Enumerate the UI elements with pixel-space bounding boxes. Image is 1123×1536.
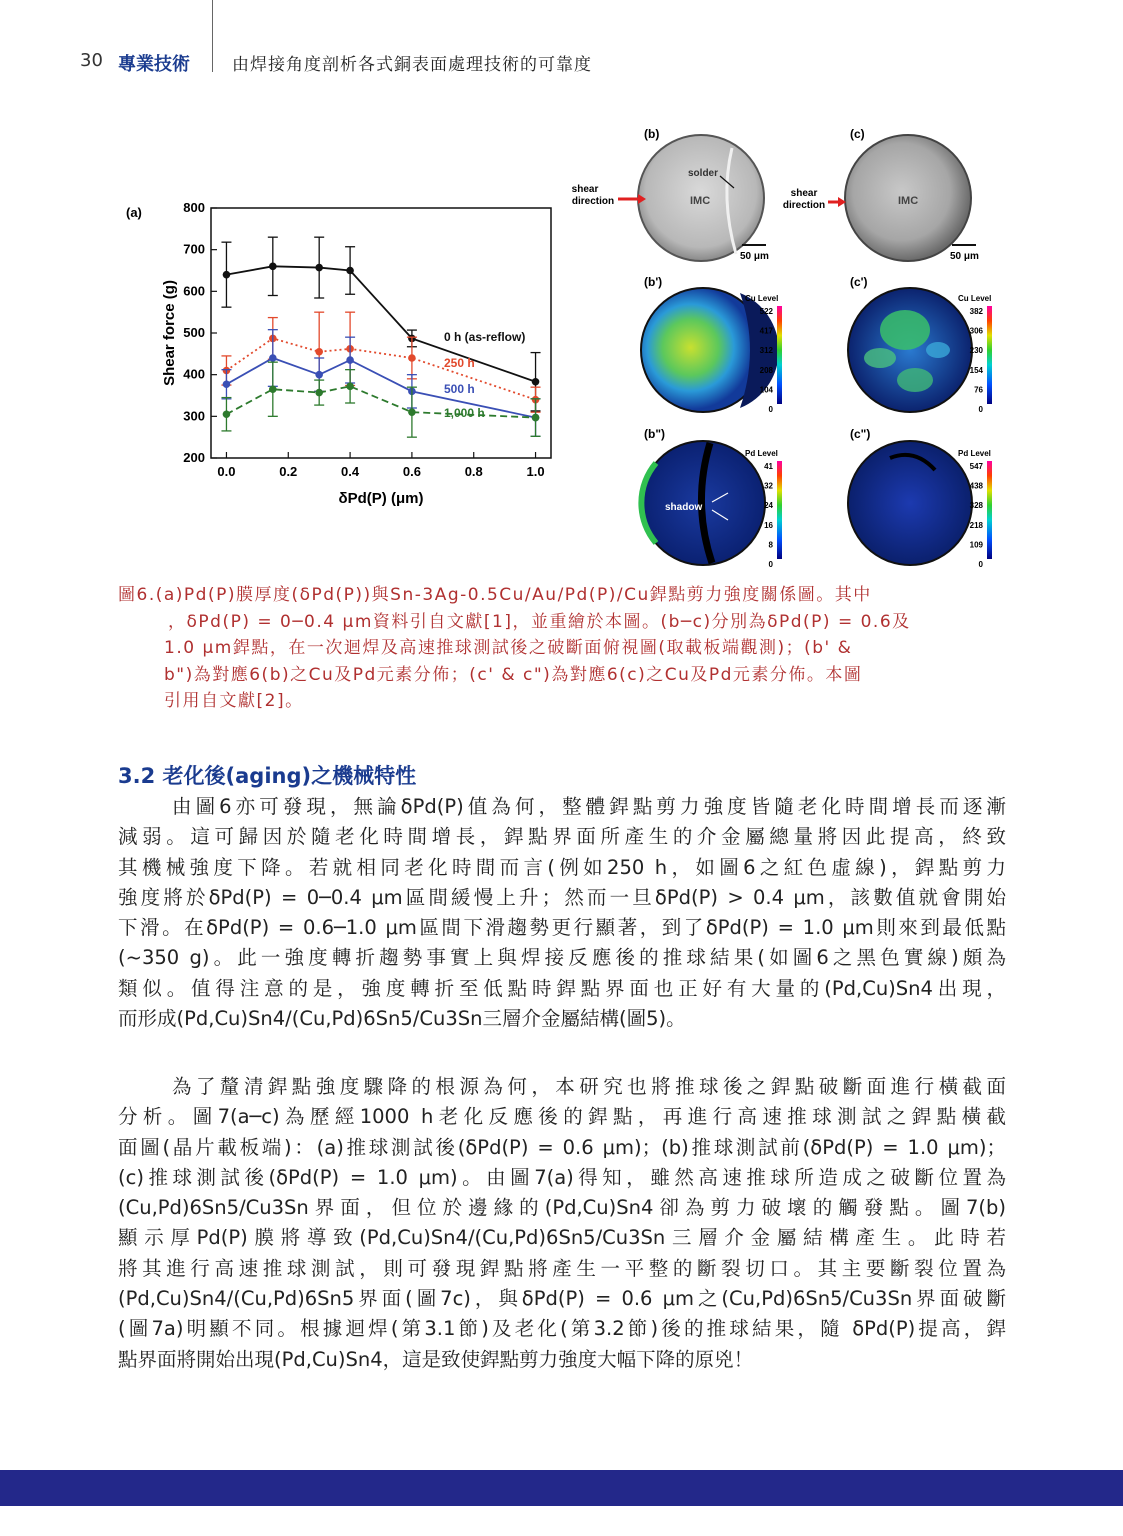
caption-line: 1.0 μm銲點，在一次迴焊及高速推球測試後之破斷面俯視圖(取載板端觀測)；(b' & — [164, 638, 853, 658]
section-label: 專業技術 — [118, 54, 190, 75]
data-point — [346, 356, 354, 364]
data-point — [315, 264, 323, 272]
text-line: 分析。圖7(a─c)為歷經1000 h老化反應後的銲點，再進行高速推球測試之銲點橫截 — [118, 1105, 1006, 1129]
y-tick-label: 400 — [183, 366, 205, 382]
text-line: (~350 g)。此一強度轉折趨勢事實上與焊接反應後的推球結果(如圖6之黑色實線)頗為 — [118, 946, 1006, 970]
x-axis-label: δPd(P) (μm) — [338, 490, 424, 507]
level-label: 218 — [969, 520, 983, 530]
text-line: (c)推球測試後(δPd(P) = 1.0 μm)。由圖7(a)得知，雖然高速推球所造成之破斷位置為 — [118, 1165, 1006, 1189]
y-tick-label: 600 — [183, 283, 205, 299]
level-label: 154 — [969, 365, 983, 375]
pd-level-title-b: Pd Level — [745, 449, 778, 458]
text-line: 將其進行高速推球測試，則可發現銲點將產生一平整的斷裂切口。其主要斷裂位置為 — [118, 1256, 1006, 1280]
text-line: 顯示厚Pd(P)膜將導致(Pd,Cu)Sn4/(Cu,Pd)6Sn5/Cu3Sn三層介金屬結構產生。此時若 — [118, 1226, 1006, 1250]
pd-level-title-c: Pd Level — [958, 449, 991, 458]
text-line: 其機械強度下降。若就相同老化時間而言(例如250 h，如圖6之紅色虛線)，銲點剪力 — [118, 855, 1006, 879]
level-label: 230 — [969, 346, 983, 356]
level-label: 8 — [768, 540, 773, 550]
page-number: 30 — [80, 50, 103, 71]
text-line: 類似。值得注意的是，強度轉折至低點時銲點界面也正好有大量的(Pd,Cu)Sn4出現， — [118, 976, 1006, 1000]
y-tick-label: 200 — [183, 450, 205, 465]
level-label: 32 — [764, 481, 773, 491]
level-label: 417 — [759, 326, 773, 336]
legend — [444, 330, 525, 420]
legend-entry: 500 h — [444, 382, 475, 396]
y-axis-label: Shear force (g) — [161, 280, 178, 386]
data-point — [346, 383, 354, 391]
cu-level-title-c: Cu Level — [958, 294, 992, 303]
micrograph-panels — [560, 118, 1000, 578]
panel-c-label: (c) — [850, 127, 865, 141]
data-point — [346, 267, 354, 275]
text-line: (圖7a)明顯不同。根據迴焊(第3.1節)及老化(第3.2節)後的推球結果，隨 δPd(P)提高，銲 — [118, 1317, 1006, 1341]
series-2 — [221, 330, 540, 437]
level-label: 0 — [768, 560, 773, 569]
data-point — [408, 354, 416, 362]
data-point — [315, 371, 323, 379]
imc-label-b: IMC — [690, 195, 711, 207]
level-label: 0 — [978, 560, 983, 569]
scale-bar-b: 50 μm — [740, 251, 769, 262]
y-tick-label: 700 — [183, 241, 205, 257]
level-label: 208 — [759, 365, 773, 375]
paragraph-2 — [118, 1072, 1006, 1375]
panel-bpp-label: (b") — [644, 427, 666, 441]
x-axis-ticks — [217, 452, 544, 479]
caption-line: ，δPd(P) = 0─0.4 μm資料引自文獻[1]，並重繪於本圖。(b─c)分別為δPd(P) = 0.6及 — [168, 611, 911, 632]
panel-cpp-label: (c") — [850, 427, 871, 441]
paragraph-1 — [118, 792, 1006, 1034]
y-axis-ticks — [183, 200, 217, 465]
level-label: 16 — [764, 520, 773, 530]
x-tick-label: 0.6 — [402, 464, 421, 479]
level-label: 24 — [764, 501, 773, 511]
x-tick-label: 0.0 — [217, 464, 236, 479]
caption-line: 引用自文獻[2]。 — [164, 691, 304, 711]
level-label: 76 — [974, 385, 983, 395]
x-tick-label: 0.2 — [279, 464, 298, 479]
level-label: 312 — [759, 346, 773, 356]
level-label: 41 — [764, 462, 773, 471]
data-point — [223, 380, 231, 388]
data-point — [532, 378, 540, 386]
level-label: 0 — [978, 405, 983, 414]
section-heading: 3.2 老化後(aging)之機械特性 — [118, 764, 417, 788]
data-point — [269, 263, 277, 271]
data-point — [315, 389, 323, 397]
text-line: (Pd,Cu)Sn4/(Cu,Pd)6Sn5界面(圖7c)，與δPd(P) = 0.6 μm之(Cu,Pd)6Sn5/Cu3Sn界面破斷 — [118, 1287, 1006, 1311]
text-line: (Cu,Pd)6Sn5/Cu3Sn界面，但位於邊緣的(Pd,Cu)Sn4卻為剪力破壞的觸發點。圖7(b) — [118, 1196, 1006, 1220]
header-divider — [212, 0, 213, 72]
shadow-label: shadow — [665, 502, 703, 513]
text-line: 點界面將開始出現(Pd,Cu)Sn4，這是致使銲點剪力強度大幅下降的原兇！ — [118, 1347, 754, 1371]
cu-level-title-b: Cu Level — [745, 294, 779, 303]
text-line: 強度將於δPd(P) = 0─0.4 μm區間緩慢上升；然而一旦δPd(P) > 0.4 μm，該數值就會開始 — [118, 885, 1006, 909]
level-label: 0 — [768, 405, 773, 414]
level-label: 328 — [969, 501, 983, 511]
shear-force-chart — [118, 195, 558, 525]
x-tick-label: 0.8 — [464, 464, 483, 479]
x-tick-label: 1.0 — [526, 464, 545, 479]
panel-b-label: (b) — [644, 127, 660, 141]
data-point — [269, 385, 277, 393]
y-tick-label: 300 — [183, 408, 205, 424]
level-label: 522 — [759, 307, 773, 316]
footer-bar — [0, 1470, 1123, 1506]
text-line: 由圖6亦可發現，無論δPd(P)值為何，整體銲點剪力強度皆隨老化時間增長而逐漸 — [172, 795, 1006, 818]
panel-cp-label: (c') — [850, 275, 868, 289]
shear-label-c-2: direction — [782, 200, 826, 211]
cu-map-c — [848, 288, 972, 412]
caption-line: b")為對應6(b)之Cu及Pd元素分佈；(c' & c")為對應6(c)之Cu及Pd元素分佈。本圖 — [164, 664, 863, 685]
text-line: 減弱。這可歸因於隨老化時間增長，銲點界面所產生的介金屬總量將因此提高，終致 — [118, 825, 1006, 849]
level-label: 306 — [969, 326, 983, 336]
data-point — [223, 271, 231, 279]
shear-label-b-1: shear — [571, 184, 599, 195]
shear-label-c-1: shear — [790, 188, 818, 199]
y-tick-label: 500 — [183, 325, 205, 340]
panel-a-label: (a) — [126, 205, 142, 220]
shear-label-b-2: direction — [571, 196, 615, 207]
legend-entry: 1,000 h — [444, 406, 485, 420]
panel-bp-label: (b') — [644, 275, 663, 289]
solder-label: solder — [688, 168, 719, 179]
legend-entry: 0 h (as-reflow) — [444, 330, 526, 344]
level-label: 109 — [969, 540, 983, 550]
text-line: 而形成(Pd,Cu)Sn4/(Cu,Pd)6Sn5/Cu3Sn三層介金屬結構(圖5)。 — [118, 1007, 686, 1031]
data-point — [532, 414, 540, 422]
text-line: 面圖(晶片載板端)：(a)推球測試後(δPd(P) = 0.6 μm)；(b)推球測試前(δPd(P) = 1.0 μm)； — [118, 1135, 1006, 1159]
text-line: 下滑。在δPd(P) = 0.6─1.0 μm區間下滑趨勢更行顯著，到了δPd(P) = 1.0 μm則來到最低點 — [118, 916, 1006, 940]
level-label: 382 — [969, 307, 983, 316]
legend-entry: 250 h — [444, 356, 475, 370]
level-label: 104 — [759, 385, 773, 395]
y-tick-label: 800 — [183, 200, 205, 215]
text-line: 為了釐清銲點強度驟降的根源為何，本研究也將推球後之銲點破斷面進行橫截面 — [172, 1075, 1006, 1098]
data-point — [269, 354, 277, 362]
series-3 — [221, 362, 540, 437]
scale-bar-c: 50 μm — [950, 251, 979, 262]
series-0 — [221, 237, 540, 411]
x-tick-label: 0.4 — [341, 464, 360, 479]
data-point — [223, 410, 231, 418]
data-point — [408, 408, 416, 416]
caption-line: 圖6.(a)Pd(P)膜厚度(δPd(P))與Sn-3Ag-0.5Cu/Au/Pd(P)/Cu銲點剪力強度關係圖。其中 — [118, 585, 872, 605]
level-label: 438 — [969, 481, 983, 491]
imc-label-c: IMC — [898, 195, 919, 207]
article-title: 由焊接角度剖析各式銅表面處理技術的可靠度 — [232, 55, 592, 75]
pd-map-c — [848, 441, 972, 565]
data-point — [315, 348, 323, 356]
figure-caption — [118, 582, 1006, 715]
level-label: 547 — [969, 462, 983, 471]
